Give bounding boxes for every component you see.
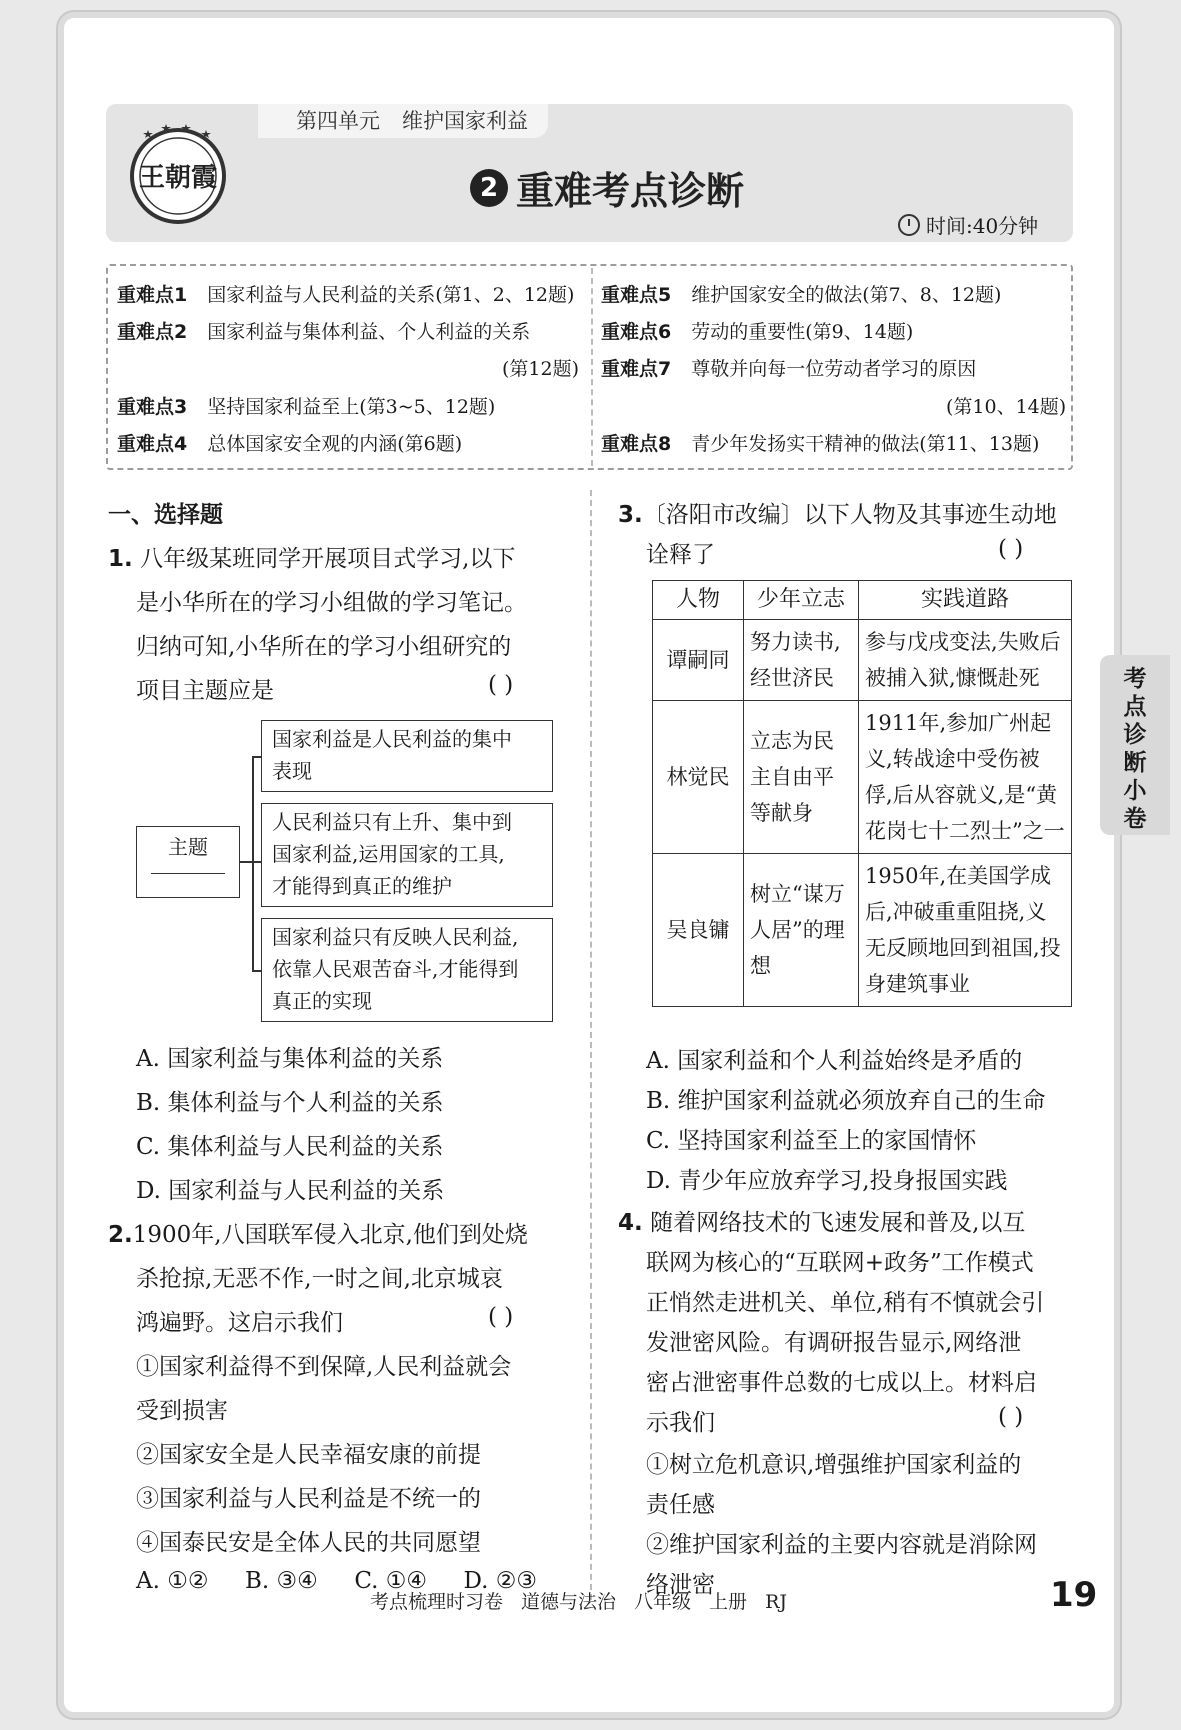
clock-icon xyxy=(898,214,920,236)
footer-subject: 道德与法治 xyxy=(521,1591,617,1613)
table-header-path: 实践道路 xyxy=(859,581,1072,620)
unit-topic: 维护国家利益 xyxy=(402,109,528,133)
q4-line-2: 联网为核心的“互联网+政务”工作模式 xyxy=(646,1250,1034,1276)
table-header-name: 人物 xyxy=(653,581,744,620)
table-cell-path: 参与戊戌变法,失败后被捕入狱,慷慨赴死 xyxy=(859,620,1072,701)
q2-statement-1-cont: 受到损害 xyxy=(136,1398,228,1424)
table-cell-name: 吴良镛 xyxy=(653,854,744,1007)
key-point-3: 重难点3 坚持国家利益至上(第3~5、12题) xyxy=(117,396,496,418)
table-cell-path: 1911年,参加广州起义,转战途中受伤被俘,后从容就义,是“黄花岗七十二烈士”之一 xyxy=(859,701,1072,854)
q2-line-1: 2.1900年,八国联军侵入北京,他们到处烧 xyxy=(108,1222,528,1248)
diagram-spine xyxy=(252,756,254,970)
section-title: 一、选择题 xyxy=(108,502,223,528)
q4-statement-1: ①树立危机意识,增强维护国家利益的 xyxy=(646,1452,1022,1478)
time-limit xyxy=(898,210,1038,239)
title-text: 重难考点诊断 xyxy=(516,169,745,213)
q3-line-1: 3.〔洛阳市改编〕以下人物及其事迹生动地 xyxy=(618,502,1057,528)
q1-option-c[interactable]: C. 集体利益与人民利益的关系 xyxy=(136,1134,444,1160)
diagram-branch-1 xyxy=(252,756,261,758)
column-divider xyxy=(590,490,592,1600)
time-label: 时间:40分钟 xyxy=(926,214,1039,238)
q4-statement-2: ②维护国家利益的主要内容就是消除网 xyxy=(646,1532,1037,1558)
q2-answer-paren: ( ) xyxy=(488,1304,514,1330)
q2-line-2: 杀抢掠,无恶不作,一时之间,北京城哀 xyxy=(136,1266,503,1292)
table-header-aim: 少年立志 xyxy=(744,581,859,620)
side-tab-text: 考点诊断小卷 xyxy=(1123,666,1147,832)
q3-option-a[interactable]: A. 国家利益和个人利益始终是矛盾的 xyxy=(646,1048,1023,1074)
q3-option-b[interactable]: B. 维护国家利益就必须放弃自己的生命 xyxy=(646,1088,1046,1114)
logo-text: 王朝霞 xyxy=(138,163,218,193)
q4-line-6: 示我们 xyxy=(646,1410,715,1436)
footer-grade: 八年级 xyxy=(634,1591,692,1613)
table-cell-name: 谭嗣同 xyxy=(653,620,744,701)
q4-line-1: 4. 随着网络技术的飞速发展和普及,以互 xyxy=(618,1210,1026,1236)
q4-line-5: 密占泄密事件总数的七成以上。材料启 xyxy=(646,1370,1037,1396)
q1-line-4: 项目主题应是 xyxy=(136,678,274,704)
q3-line-2: 诠释了 xyxy=(646,542,715,568)
table-cell-aim: 努力读书,经世济民 xyxy=(744,620,859,701)
q4-line-4: 发泄密风险。有调研报告显示,网络泄 xyxy=(646,1330,1022,1356)
diagram-root: 主题 xyxy=(136,826,240,898)
diagram-branch-3 xyxy=(252,970,261,972)
page-title xyxy=(470,160,744,215)
table-cell-aim: 立志为民主自由平等献身 xyxy=(744,701,859,854)
diagram-item-2: 人民利益只有上升、集中到 国家利益,运用国家的工具, 才能得到真正的维护 xyxy=(261,803,553,907)
q3-table xyxy=(652,580,1072,1007)
q2-statement-4: ④国泰民安是全体人民的共同愿望 xyxy=(136,1530,481,1556)
footer-book: 考点梳理时习卷 xyxy=(370,1591,504,1613)
title-number-badge: 2 xyxy=(470,169,508,207)
footer-edition: RJ xyxy=(765,1591,787,1613)
q3-option-d[interactable]: D. 青少年应放弃学习,投身报国实践 xyxy=(646,1168,1008,1194)
brand-logo xyxy=(122,118,234,230)
q1-answer-paren: ( ) xyxy=(488,672,514,698)
diagram-item-3: 国家利益只有反映人民利益, 依靠人民艰苦奋斗,才能得到 真正的实现 xyxy=(261,918,553,1022)
side-tab xyxy=(1100,655,1170,835)
q1-option-a[interactable]: A. 国家利益与集体利益的关系 xyxy=(136,1046,444,1072)
q3-option-c[interactable]: C. 坚持国家利益至上的家国情怀 xyxy=(646,1128,977,1154)
table-header-row xyxy=(653,581,1072,620)
key-point-1: 重难点1 国家利益与人民利益的关系(第1、2、12题) xyxy=(117,284,575,306)
key-point-4: 重难点4 总体国家安全观的内涵(第6题) xyxy=(117,433,463,455)
diagram-connector xyxy=(240,861,252,863)
q2-statement-3: ③国家利益与人民利益是不统一的 xyxy=(136,1486,481,1512)
key-point-7-cont: (第10、14题) xyxy=(946,396,1067,418)
diagram-branch-2 xyxy=(252,861,261,863)
key-point-7: 重难点7 尊敬并向每一位劳动者学习的原因 xyxy=(601,358,977,380)
q2-options[interactable]: A. ①② B. ③④ C. ①④ D. ②③ xyxy=(136,1568,538,1594)
key-point-8: 重难点8 青少年发扬实干精神的做法(第11、13题) xyxy=(601,433,1040,455)
table-row xyxy=(653,620,1072,701)
q1-line-3: 归纳可知,小华所在的学习小组研究的 xyxy=(136,634,512,660)
diagram-item-1: 国家利益是人民利益的集中 表现 xyxy=(261,720,553,792)
table-row xyxy=(653,701,1072,854)
page-number: 19 xyxy=(1050,1575,1098,1615)
key-point-2-cont: (第12题) xyxy=(502,358,580,380)
footer-volume: 上册 xyxy=(709,1591,748,1613)
table-cell-path: 1950年,在美国学成后,冲破重重阻挠,义无反顾地回到祖国,投身建筑事业 xyxy=(859,854,1072,1007)
q1-line-2: 是小华所在的学习小组做的学习笔记。 xyxy=(136,590,527,616)
table-cell-aim: 树立“谋万人居”的理想 xyxy=(744,854,859,1007)
footer xyxy=(370,1587,787,1614)
q1-option-b[interactable]: B. 集体利益与个人利益的关系 xyxy=(136,1090,444,1116)
q2-statement-2: ②国家安全是人民幸福安康的前提 xyxy=(136,1442,481,1468)
key-point-2: 重难点2 国家利益与集体利益、个人利益的关系 xyxy=(117,321,531,343)
q1-option-d[interactable]: D. 国家利益与人民利益的关系 xyxy=(136,1178,445,1204)
key-points-divider xyxy=(591,268,593,466)
key-point-5: 重难点5 维护国家安全的做法(第7、8、12题) xyxy=(601,284,1002,306)
q4-answer-paren: ( ) xyxy=(998,1404,1024,1430)
unit-tab xyxy=(258,104,548,138)
table-row xyxy=(653,854,1072,1007)
q3-answer-paren: ( ) xyxy=(998,536,1024,562)
key-point-6: 重难点6 劳动的重要性(第9、14题) xyxy=(601,321,914,343)
q4-statement-1-cont: 责任感 xyxy=(646,1492,715,1518)
q2-statement-1: ①国家利益得不到保障,人民利益就会 xyxy=(136,1354,512,1380)
unit-label: 第四单元 xyxy=(296,109,380,133)
q1-line-1: 1. 八年级某班同学开展项目式学习,以下 xyxy=(108,546,516,572)
q4-statement-2-cont: 络泄密 xyxy=(646,1572,715,1598)
q2-line-3: 鸿遍野。这启示我们 xyxy=(136,1310,343,1336)
table-cell-name: 林觉民 xyxy=(653,701,744,854)
q4-line-3: 正悄然走进机关、单位,稍有不慎就会引 xyxy=(646,1290,1045,1316)
